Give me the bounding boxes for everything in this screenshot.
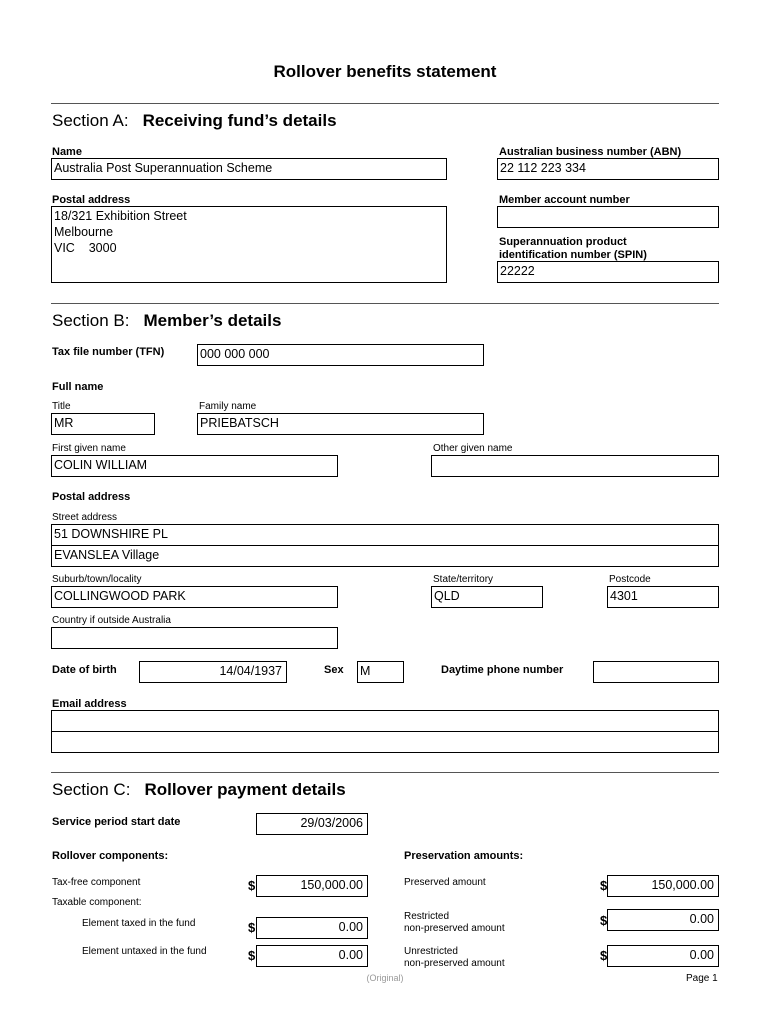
unrestricted-field[interactable]: 0.00 — [607, 945, 719, 967]
fund-name-label: Name — [52, 146, 447, 159]
taxable-label: Taxable component: — [52, 897, 142, 908]
full-name-label: Full name — [52, 381, 104, 393]
restricted-label-2: non-preserved amount — [404, 923, 505, 934]
section-b-prefix: Section B: — [52, 311, 130, 330]
section-a-prefix: Section A: — [52, 111, 129, 130]
family-name-label: Family name — [199, 401, 257, 412]
unrestricted-label-2: non-preserved amount — [404, 958, 505, 969]
title-field[interactable]: MR — [51, 413, 155, 435]
service-date-field[interactable]: 29/03/2006 — [256, 813, 368, 835]
dob-label: Date of birth — [52, 664, 117, 676]
member-account-field[interactable] — [497, 206, 719, 228]
abn-field[interactable]: 22 112 223 334 — [497, 158, 719, 180]
first-name-label: First given name — [52, 443, 126, 454]
taxed-field[interactable]: 0.00 — [256, 917, 368, 939]
divider — [51, 772, 719, 773]
dollar-sign: $ — [600, 948, 608, 963]
tfn-label: Tax file number (TFN) — [52, 346, 165, 358]
email-field-1[interactable] — [51, 710, 719, 732]
page-number: Page 1 — [686, 973, 718, 984]
section-c-name: Rollover payment details — [144, 780, 346, 799]
untaxed-field[interactable]: 0.00 — [256, 945, 368, 967]
fund-postal-line-2: Melbourne — [54, 225, 114, 239]
taxed-label: Element taxed in the fund — [82, 918, 196, 929]
fund-postal-line-3: VIC 3000 — [54, 241, 117, 255]
service-date-label: Service period start date — [52, 816, 181, 828]
postcode-label: Postcode — [609, 574, 651, 585]
country-label: Country if outside Australia — [52, 615, 171, 626]
member-account-label: Member account number — [499, 194, 718, 207]
restricted-field[interactable]: 0.00 — [607, 909, 719, 931]
tfn-field[interactable]: 000 000 000 — [197, 344, 484, 366]
spin-field[interactable]: 22222 — [497, 261, 719, 283]
sex-field[interactable]: M — [357, 661, 404, 683]
spin-label-2: identification number (SPIN) — [499, 249, 718, 262]
street-field-2[interactable]: EVANSLEA Village — [51, 545, 719, 567]
member-postal-label: Postal address — [52, 491, 131, 503]
preserved-field[interactable]: 150,000.00 — [607, 875, 719, 897]
other-name-label: Other given name — [433, 443, 513, 454]
spin-label-1: Superannuation product — [499, 236, 627, 248]
sex-label: Sex — [324, 664, 344, 676]
form-title: Rollover benefits statement — [273, 62, 497, 81]
state-label: State/territory — [433, 574, 494, 585]
state-field[interactable]: QLD — [431, 586, 543, 608]
country-field[interactable] — [51, 627, 338, 649]
restricted-label-1: Restricted — [404, 911, 450, 922]
phone-field[interactable] — [593, 661, 719, 683]
dollar-sign: $ — [248, 948, 256, 963]
section-a-name: Receiving fund’s details — [142, 111, 337, 130]
unrestricted-label-1: Unrestricted — [404, 946, 458, 957]
divider — [51, 103, 719, 104]
divider — [51, 303, 719, 304]
title-label: Title — [52, 401, 71, 412]
untaxed-label: Element untaxed in the fund — [82, 946, 207, 957]
taxfree-field[interactable]: 150,000.00 — [256, 875, 368, 897]
fund-name-field[interactable]: Australia Post Superannuation Scheme — [51, 158, 447, 180]
preserved-label: Preserved amount — [404, 877, 486, 888]
abn-label: Australian business number (ABN) — [499, 146, 718, 159]
dob-field[interactable]: 14/04/1937 — [139, 661, 287, 683]
phone-label: Daytime phone number — [441, 664, 564, 676]
dollar-sign: $ — [248, 920, 256, 935]
email-field-2[interactable] — [51, 731, 719, 753]
email-label: Email address — [52, 698, 719, 711]
suburb-label: Suburb/town/locality — [52, 574, 142, 585]
taxfree-label: Tax-free component — [52, 877, 141, 888]
original-marker: (Original) — [366, 973, 404, 983]
section-b-name: Member’s details — [143, 311, 282, 330]
section-b-heading — [52, 311, 281, 331]
suburb-field[interactable]: COLLINGWOOD PARK — [51, 586, 338, 608]
street-label: Street address — [52, 512, 118, 523]
components-heading: Rollover components: — [52, 850, 169, 862]
dollar-sign: $ — [248, 878, 256, 893]
postcode-field[interactable]: 4301 — [607, 586, 719, 608]
other-name-field[interactable] — [431, 455, 719, 477]
preservation-heading: Preservation amounts: — [404, 850, 524, 862]
section-a-heading — [52, 111, 337, 131]
dollar-sign: $ — [600, 913, 608, 928]
fund-postal-line-1: 18/321 Exhibition Street — [54, 209, 187, 223]
family-name-field[interactable]: PRIEBATSCH — [197, 413, 484, 435]
section-c-heading — [52, 780, 346, 800]
street-field-1[interactable]: 51 DOWNSHIRE PL — [51, 524, 719, 546]
dollar-sign: $ — [600, 878, 608, 893]
first-name-field[interactable]: COLIN WILLIAM — [51, 455, 338, 477]
fund-postal-field[interactable] — [51, 206, 447, 283]
section-c-prefix: Section C: — [52, 780, 131, 799]
fund-postal-label: Postal address — [52, 194, 447, 207]
